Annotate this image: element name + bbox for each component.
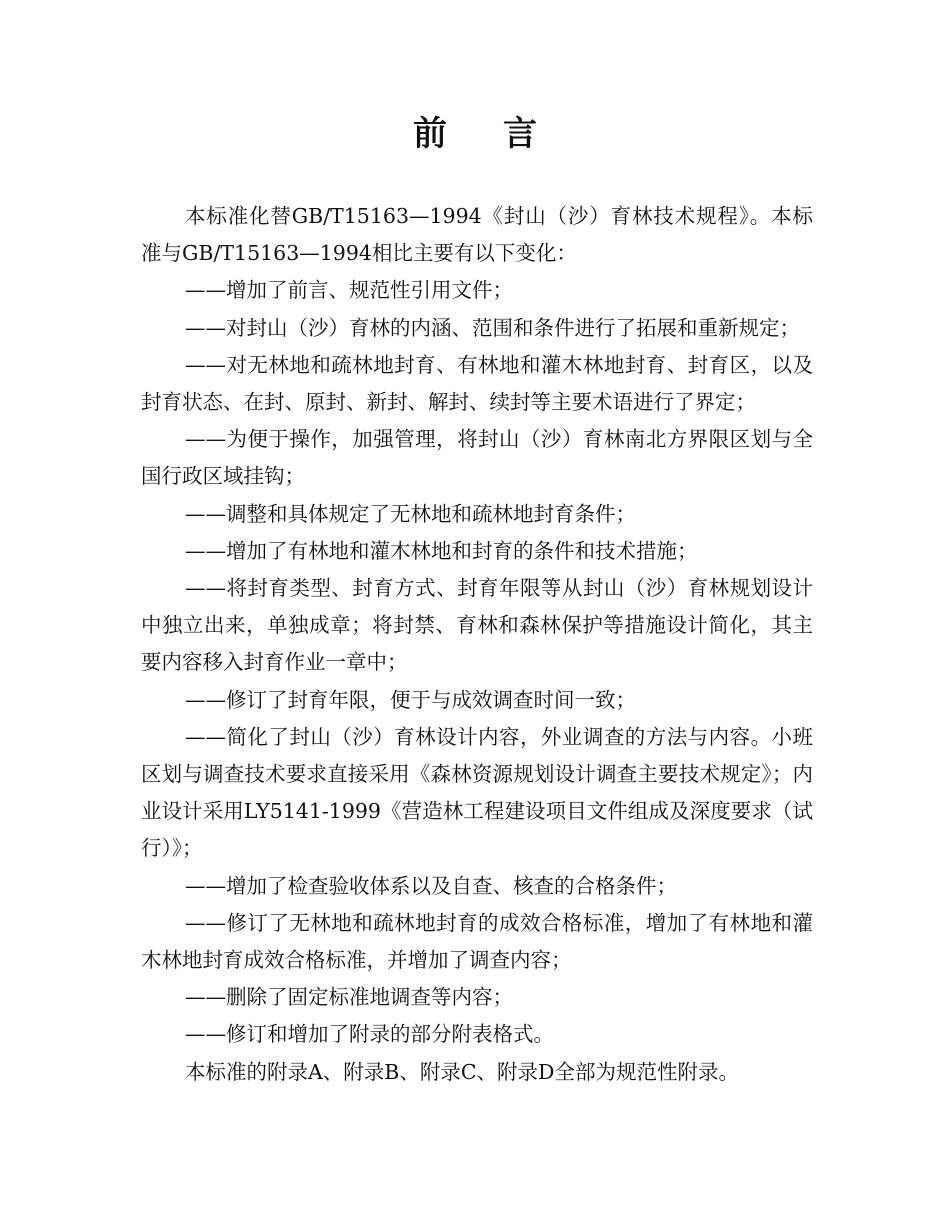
page-title: 前言 bbox=[413, 114, 593, 154]
paragraph-appendix-note: 本标准的附录A、附录B、附录C、附录D全部为规范性附录。 bbox=[185, 1059, 739, 1084]
paragraph-item-12: ——删除了固定标准地调查等内容； bbox=[185, 985, 513, 1010]
paragraph-item-11: ——修订了无林地和疏林地封育的成效合格标准，增加了有林地和灌木林地封育成效合格标准，并增加了调查内容； bbox=[141, 910, 813, 973]
paragraph-item-8: ——修订了封育年限，便于与成效调查时间一致； bbox=[185, 687, 636, 712]
paragraph-item-9: ——简化了封山（沙）育林设计内容，外业调查的方法与内容。小班区划与调查技术要求直接采用《森林资源规划设计调查主要技术规定》；内业设计采用LY5141-1999《营造林工程建设项目文件组成及深度要求（试行）》； bbox=[141, 724, 813, 861]
paragraph-item-1: ——增加了前言、规范性引用文件； bbox=[185, 278, 513, 303]
paragraph-intro: 本标准化替GB/T15163—1994《封山（沙）育林技术规程》。本标准与GB/T15163—1994相比主要有以下变化： bbox=[141, 204, 813, 266]
preface-body bbox=[141, 198, 813, 1091]
paragraph-item-10: ——增加了检查验收体系以及自查、核查的合格条件； bbox=[185, 873, 677, 898]
paragraph-item-13: ——修订和增加了附录的部分附表格式。 bbox=[185, 1022, 554, 1047]
paragraph-item-2: ——对封山（沙）育林的内涵、范围和条件进行了拓展和重新规定； bbox=[185, 315, 800, 340]
paragraph-item-6: ——增加了有林地和灌木林地和封育的条件和技术措施； bbox=[185, 538, 698, 563]
paragraph-item-7: ——将封育类型、封育方式、封育年限等从封山（沙）育林规划设计中独立出来，单独成章；将封禁、育林和森林保护等措施设计简化，其主要内容移入封育作业一章中； bbox=[141, 576, 813, 675]
paragraph-item-5: ——调整和具体规定了无林地和疏林地封育条件； bbox=[185, 501, 636, 526]
paragraph-item-3: ——对无林地和疏林地封育、有林地和灌木林地封育、封育区，以及封育状态、在封、原封、新封、解封、续封等主要术语进行了界定； bbox=[141, 352, 813, 415]
paragraph-item-4: ——为便于操作，加强管理，将封山（沙）育林南北方界限区划与全国行政区域挂钩； bbox=[141, 427, 813, 489]
